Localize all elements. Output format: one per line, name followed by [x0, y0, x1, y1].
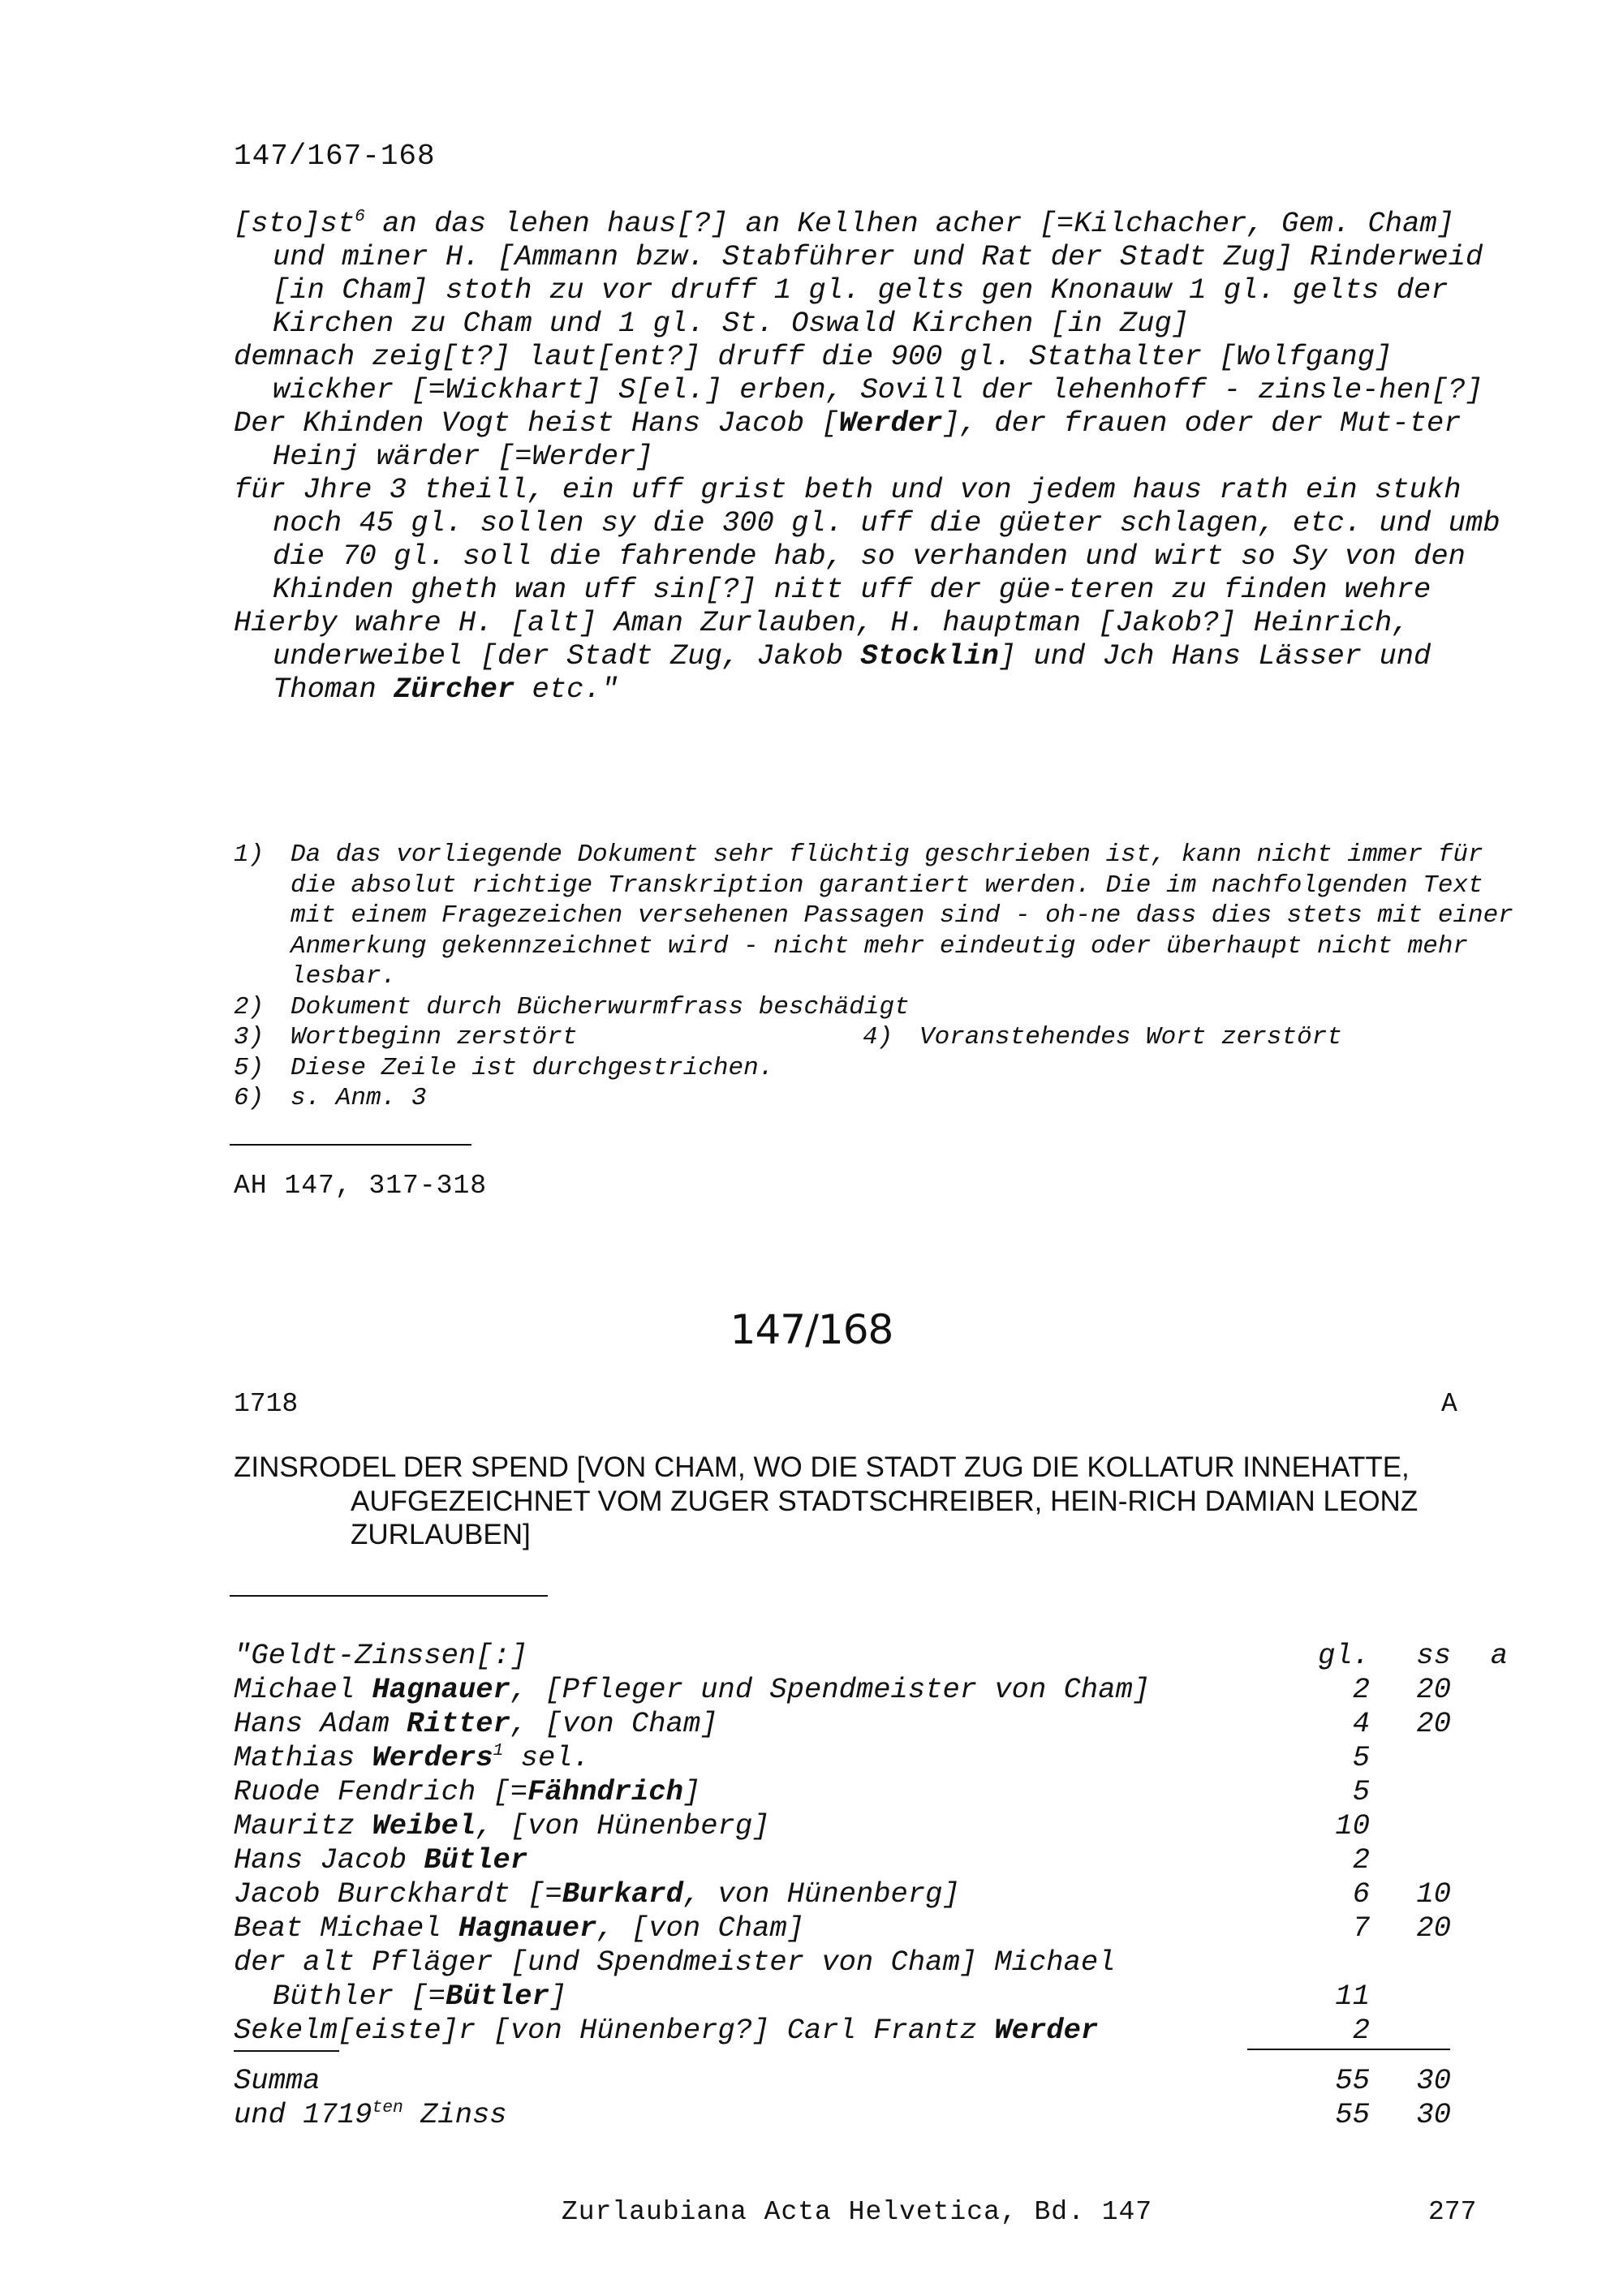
amount-gl: 2: [1352, 1843, 1370, 1877]
payer-segment: Michael: [234, 1673, 372, 1706]
footnote-text: Wortbeginn zerstört: [291, 1023, 578, 1051]
payer-name: [234, 1673, 1150, 1707]
document-id: 147/167-168: [234, 140, 436, 173]
next-year-row: [234, 2098, 1548, 2132]
transcription-paragraph: [234, 207, 1516, 340]
table-row: [234, 1911, 1548, 1946]
sekelm-underline: [234, 2050, 339, 2052]
amount-gl: 2: [1352, 2014, 1370, 2047]
payer-name: [234, 1877, 960, 1911]
footnote-text: Voranstehendes Wort zerstört: [919, 1023, 1342, 1051]
table-row: [234, 1946, 1548, 2014]
payer-segment: Burkard: [562, 1877, 683, 1911]
footnote: [234, 992, 1516, 1023]
footnote-number: 3): [234, 1023, 265, 1051]
interest-table: [234, 1639, 1548, 2132]
payer-segment: Hagnauer: [372, 1673, 510, 1706]
payer-segment: Hans Jacob: [234, 1843, 424, 1877]
amount-gl: gl.: [1318, 1639, 1370, 1672]
footnote: [234, 840, 1516, 992]
source-reference: AH 147, 317-318: [234, 1171, 488, 1201]
payer-segment: , [von Hünenberg]: [476, 1809, 770, 1842]
payer-segment: , [Pfleger und Spendmeister von Cham]: [510, 1673, 1151, 1706]
payer-segment: Bütler: [424, 1843, 528, 1877]
transcription-body: [234, 207, 1516, 706]
table-row: [234, 1707, 1548, 1741]
amount-a: a: [1490, 1639, 1508, 1672]
amount-ss: 20: [1416, 1673, 1451, 1706]
footnote: [234, 1053, 1516, 1084]
sum-label: Summa: [234, 2064, 321, 2097]
payer-segment: Sekelm[eiste]r [von Hünenberg?] Carl Frantz: [234, 2014, 995, 2047]
payer-name: [234, 1741, 590, 1775]
section-number: 147/168: [730, 1306, 893, 1353]
table-row: [234, 1843, 1548, 1877]
payer-segment: Büthler [=: [273, 1980, 446, 2013]
payer-segment: ]: [682, 1775, 701, 1808]
transcription-paragraph: [234, 473, 1516, 606]
footnote-number: 5): [234, 1053, 265, 1082]
transcription-paragraph: [234, 606, 1516, 706]
payer-segment: ]: [549, 1980, 567, 2013]
paragraph-segment: [sto]st: [234, 207, 355, 240]
next-segment: und 1719: [234, 2098, 372, 2131]
payer-name: [234, 1707, 718, 1741]
payer-segment: Hagnauer: [458, 1911, 597, 1945]
payer-segment: sel.: [503, 1741, 590, 1774]
footnote-number: 6): [234, 1084, 265, 1112]
footnotes: [234, 840, 1516, 1114]
footnote-text: s. Anm. 3: [291, 1084, 427, 1112]
amount-gl: 5: [1352, 1775, 1370, 1808]
transcription-paragraph: [234, 406, 1516, 473]
table-row: [234, 1741, 1548, 1775]
paragraph-segment: Hierby wahre H. [alt] Aman Zurlauben, H. hauptman [Jakob?] Heinrich, underweibel [der Stadt Zug, Jakob: [234, 606, 1410, 673]
amount-gl: 6: [1352, 1877, 1370, 1911]
header-label: "Geldt-Zinssen[:]: [234, 1639, 528, 1672]
amount-gl: 5: [1352, 1741, 1370, 1774]
amount-ss: 20: [1416, 1707, 1451, 1740]
amount-gl: 55: [1335, 2064, 1370, 2097]
amount-ss: 30: [1416, 2064, 1451, 2097]
amount-cells: [234, 1980, 1548, 2014]
sum-spacer: [234, 2048, 1548, 2064]
payer-name: [234, 1775, 700, 1809]
sum-row: [234, 2064, 1548, 2098]
payer-segment: Ruode Fendrich [=: [234, 1775, 528, 1808]
amount-gl: 10: [1335, 1809, 1370, 1842]
payer-name: [234, 1911, 804, 1946]
next-segment: ten: [372, 2098, 403, 2118]
source-rule: [230, 1144, 471, 1146]
next-year-label: [234, 2098, 507, 2132]
payer-segment: Mauritz: [234, 1809, 372, 1842]
footnote-text: Dokument durch Bücherwurmfrass beschädigt: [291, 992, 910, 1021]
payer-name: [234, 1843, 527, 1877]
amount-gl: 4: [1352, 1707, 1370, 1740]
paragraph-segment: Zürcher: [394, 673, 515, 706]
payer-segment: Jacob Burckhardt [=: [234, 1877, 562, 1911]
amount-gl: 11: [1335, 1980, 1370, 2013]
document-title: ZINSRODEL DER SPEND [VON CHAM, WO DIE STADT ZUG DIE KOLLATUR INNEHATTE, AUFGEZEICHNET VOM ZUGER STADTSCHREIBER, HEIN-RICH DAMIAN LEONZ ZURLAUBEN]: [234, 1451, 1419, 1550]
amount-ss: ss: [1416, 1639, 1451, 1672]
amount-ss: 20: [1416, 1911, 1451, 1945]
footnote-text: Diese Zeile ist durchgestrichen.: [291, 1053, 774, 1082]
footnote: [234, 1083, 1516, 1114]
paragraph-segment: ], der frauen oder der Mut-ter Heinj wärder [=Werder]: [273, 406, 1462, 473]
payer-segment: Weibel: [372, 1809, 476, 1842]
sum-rule: [1247, 2049, 1450, 2050]
footnote-number: 2): [234, 992, 265, 1021]
footnote-number: 1): [234, 841, 265, 869]
payer-segment: Ritter: [407, 1707, 510, 1740]
payer-segment: 1: [493, 1741, 504, 1761]
paragraph-segment: für Jhre 3 theill, ein uff grist beth und von jedem haus rath ein stukh noch 45 gl. sollen sy die 300 gl. uff die güeter schlagen, etc. und umb die 70 gl. soll die fahrende hab, so verhanden und wirt so Sy von den Khinden gheth wan uff sin[?] nitt uff der güe-teren zu finden wehre: [234, 473, 1500, 606]
page-number: 277: [1428, 2197, 1477, 2227]
paragraph-segment: etc.": [514, 673, 619, 706]
next-segment: Zinss: [403, 2098, 507, 2131]
payer-segment: Werder: [994, 2014, 1099, 2047]
payer-segment: , [von Cham]: [596, 1911, 805, 1945]
paragraph-segment: ] und Jch Hans Lässer und Thoman: [273, 639, 1431, 706]
table-header: [234, 1639, 1548, 1673]
payer-segment: Bütler: [446, 1980, 549, 2013]
amount-gl: 7: [1352, 1911, 1370, 1945]
transcription-paragraph: [234, 340, 1516, 406]
payer-segment: der alt Pfläger [und Spendmeister von Cham] Michael: [234, 1946, 1116, 1979]
table-row: [234, 2014, 1548, 2048]
footnote: [234, 1022, 1516, 1053]
paragraph-segment: Werder: [838, 406, 943, 440]
table-row: [234, 1877, 1548, 1911]
paragraph-segment: 6: [355, 207, 365, 227]
footnote-number: 4): [863, 1023, 893, 1051]
table-row: [234, 1775, 1548, 1809]
payer-segment: Mathias: [234, 1741, 372, 1774]
footer-title: Zurlaubiana Acta Helvetica, Bd. 147: [562, 2197, 1153, 2227]
paragraph-segment: Stocklin: [860, 639, 999, 673]
table-row: [234, 1809, 1548, 1843]
payer-segment: Werders: [372, 1741, 493, 1774]
payer-name: [234, 1809, 769, 1843]
footnote-text: Da das vorliegende Dokument sehr flüchtig geschrieben ist, kann nicht immer für die absolut richtige Transkription garantiert werden. Die im nachfolgenden Text mit einem Fragezeichen versehenen Passagen sind - oh-ne dass dies stets mit einer Anmerkung gekennzeichnet wird - nicht mehr eindeutig oder überhaupt nicht mehr lesbar.: [291, 841, 1513, 991]
amount-gl: 2: [1352, 1673, 1370, 1706]
payer-segment: Fähndrich: [527, 1775, 683, 1808]
payer-segment: , [von Cham]: [510, 1707, 718, 1740]
paragraph-segment: an das lehen haus[?] an Kellhen acher [=Kilchacher, Gem. Cham] und miner H. [Ammann bzw. Stabführer und Rat der Stadt Zug] Rinderweid [in Cham] stoth zu vor druff 1 gl. gelts gen Knonauw 1 gl. gelts der Kirchen zu Cham und 1 gl. St. Oswald Kirchen [in Zug]: [273, 207, 1483, 340]
payer-segment: Hans Adam: [234, 1707, 407, 1740]
payer-name: [234, 1946, 1115, 1980]
table-row: [234, 1673, 1548, 1707]
document-year: 1718: [234, 1389, 299, 1419]
payer-name: [234, 2014, 1098, 2048]
amount-ss: 30: [1416, 2098, 1451, 2131]
document-grade: A: [1441, 1389, 1457, 1419]
paragraph-segment: Der Khinden Vogt heist Hans Jacob [: [234, 406, 839, 440]
amount-ss: 10: [1416, 1877, 1451, 1911]
amount-gl: 55: [1335, 2098, 1370, 2131]
payer-segment: Beat Michael: [234, 1911, 458, 1945]
paragraph-segment: demnach zeig[t?] laut[ent?] druff die 900 gl. Stathalter [Wolfgang] wickher [=Wickhart] S[el.] erben, Sovill der lehenhoff - zinsle-hen[?]: [234, 340, 1483, 406]
title-rule: [230, 1595, 548, 1597]
payer-segment: , von Hünenberg]: [682, 1877, 960, 1911]
